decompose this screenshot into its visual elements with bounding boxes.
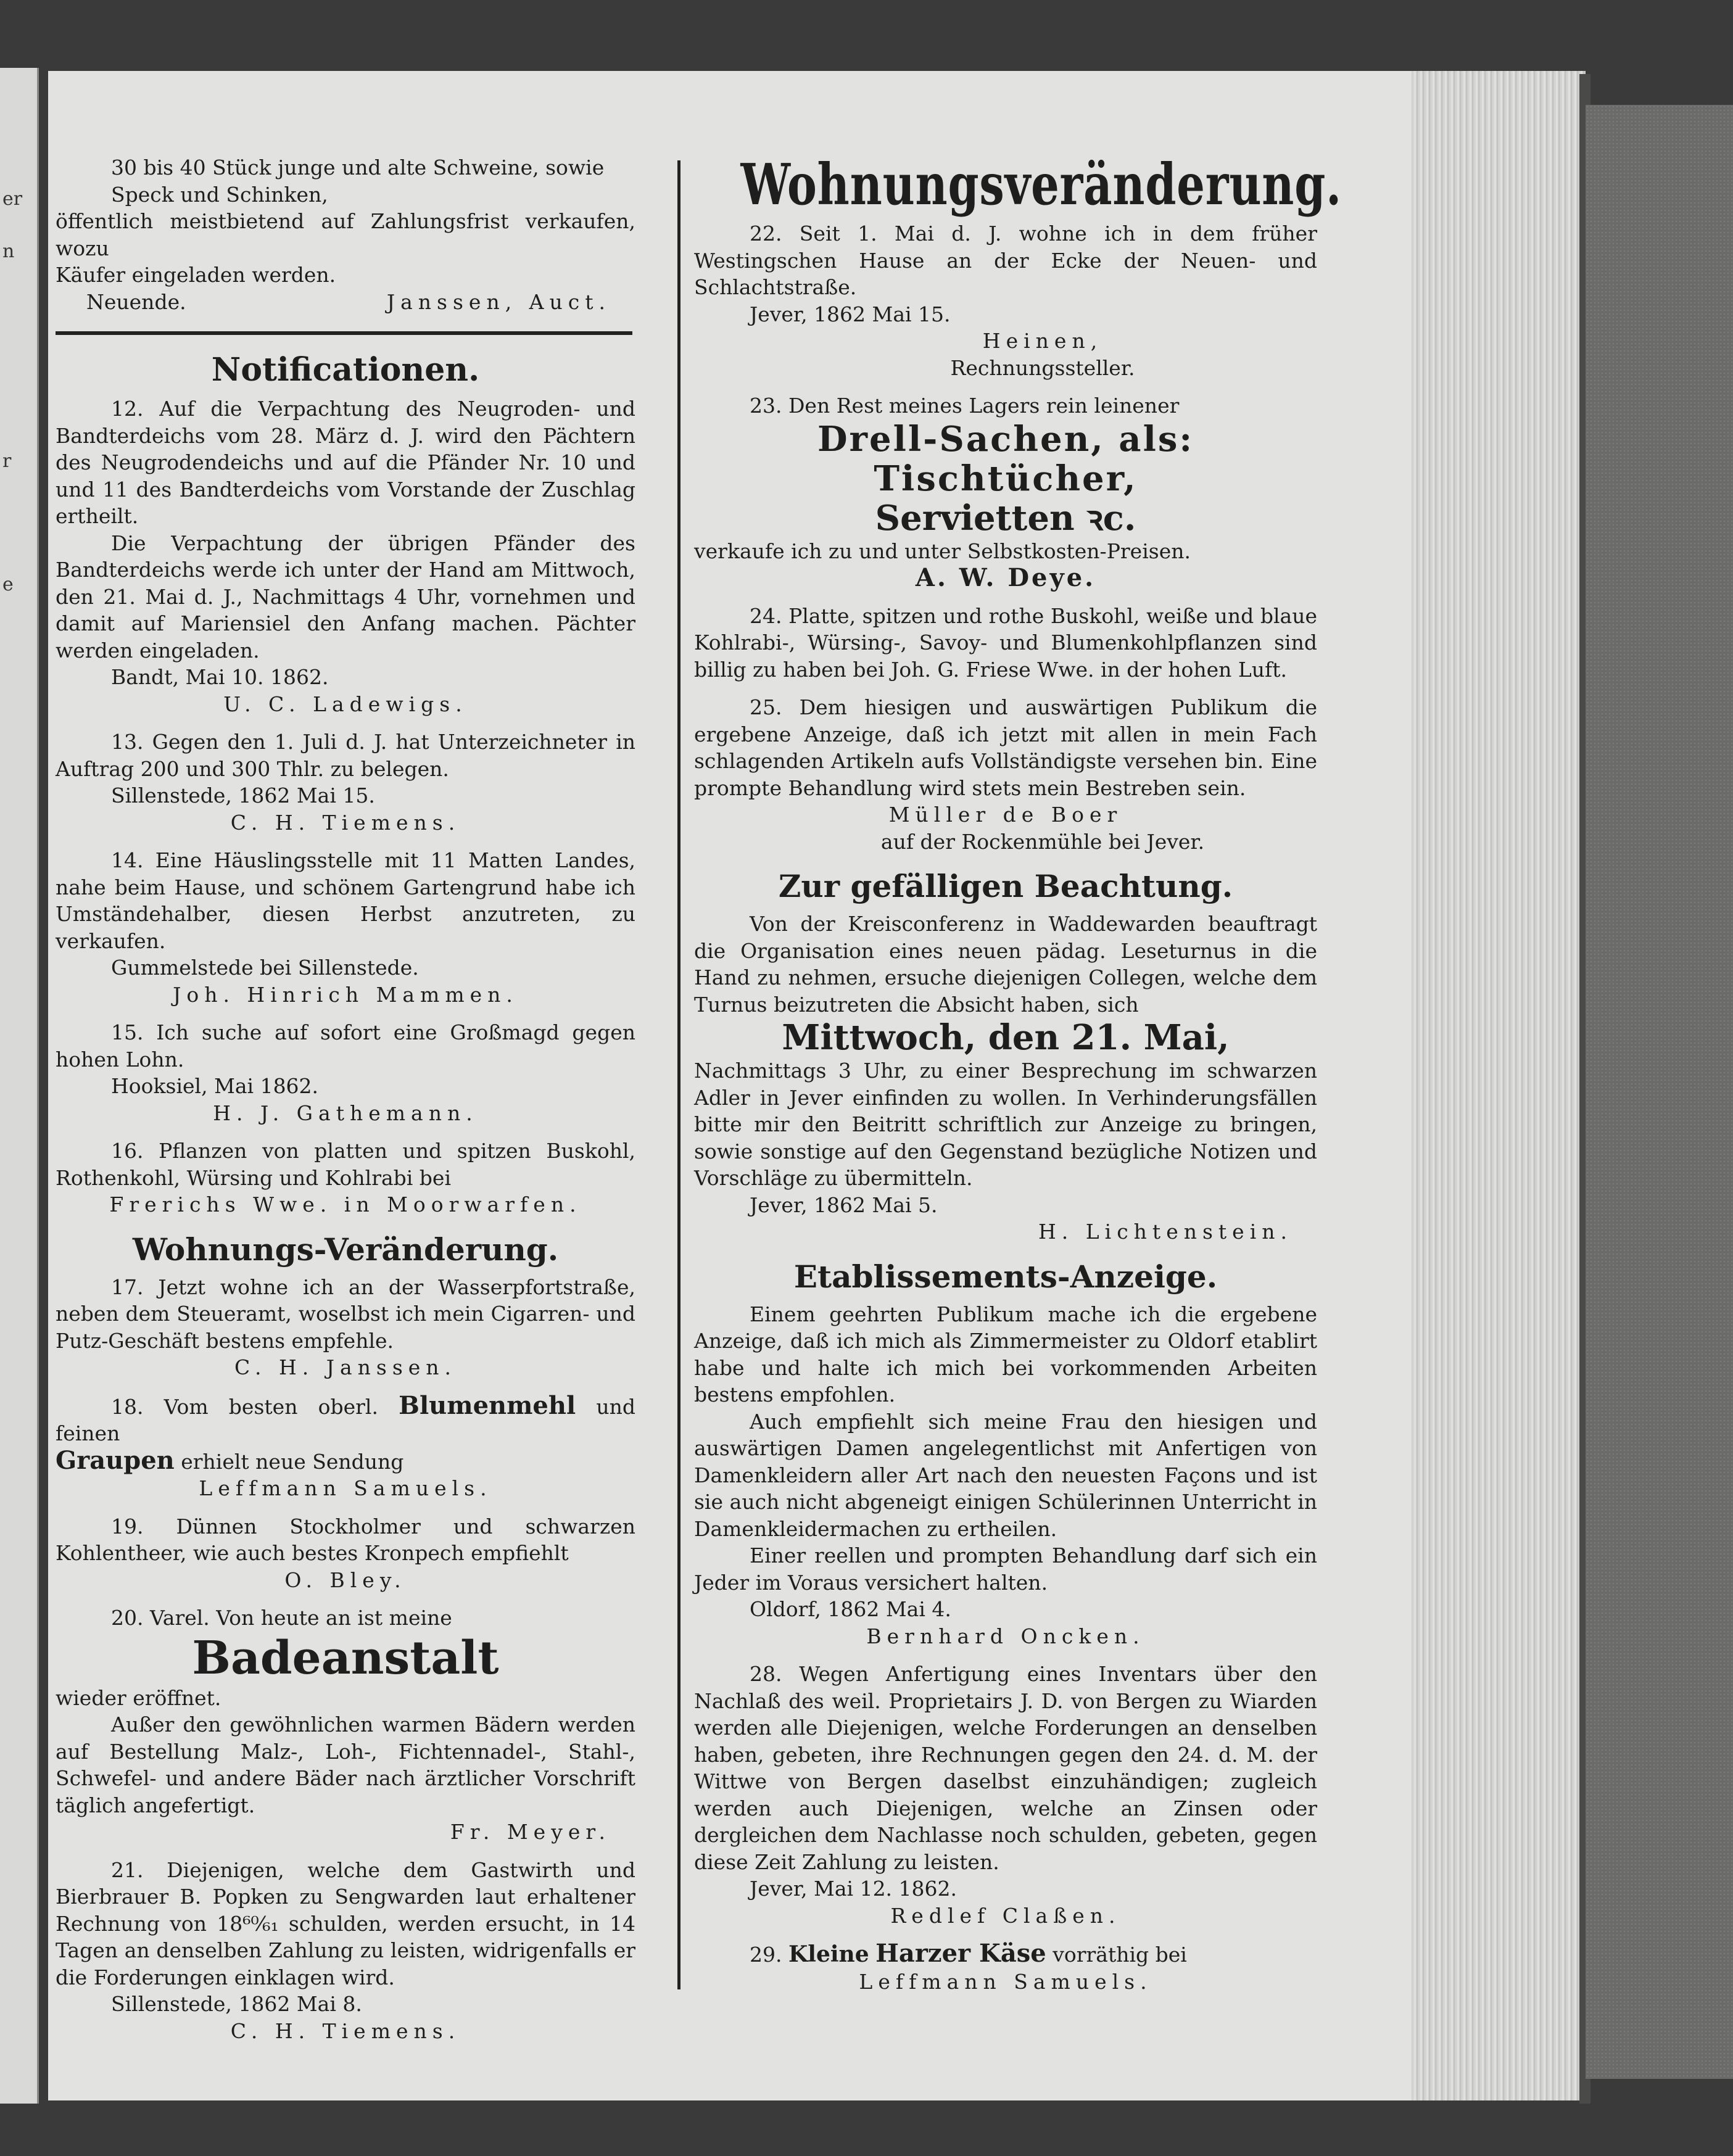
notice-12: 12. Auf die Verpachtung des Neugroden- und Bandterdeichs vom 28. März d. J. wird den Pächtern des Neugrodendeichs und auf die Pfänder Nr. 10 und und 11 des Bandterdeichs vom Vorstande der Zuschlag ertheilt.	[56, 397, 635, 528]
notice-15: 15. Ich suche auf sofort eine Großmagd gegen hohen Lohn.	[56, 1020, 635, 1072]
product-name: Graupen	[56, 1445, 175, 1475]
notice-21: 21. Diejenigen, welche dem Gastwirth und Bierbrauer B. Popken zu Sengwarden laut erhaltener Rechnung von 18⁶⁰⁄₆₁ schulden, werden ersucht, in 14 Tagen an denselben Zahlung zu leisten, widrigenfalls er die Forderungen einklagen wird.	[56, 1857, 635, 1989]
notice-27-text: Auch empfiehlt sich meine Frau den hiesigen und auswärtigen Damen angelegentlichst mit Anfertigen von Damenkleidern aller Art nach den neuesten Façons und ist sie auch nicht abgeneigt einigen Schülerinnen Unterricht in Damenkleidermachen zu ertheilen.	[694, 1409, 1317, 1541]
notice-24: 24. Platte, spitzen und rothe Buskohl, weiße und blaue Kohlrabi-, Würsing-, Savoy- und Blumenkohlpflanzen sind billig zu haben bei Joh. G. Friese Wwe. in der hohen Luft.	[694, 603, 1317, 682]
place-date: Gummelstede bei Sillenstede.	[111, 956, 419, 980]
sliver-text: r	[2, 450, 12, 472]
signature: C. H. Janssen.	[234, 1355, 457, 1379]
signature: Frerichs Wwe. in Moorwarfen.	[109, 1192, 582, 1216]
notice-18: 18. Vom besten oberl. Blumenmehl und feinen	[56, 1390, 635, 1445]
notice-13: 13. Gegen den 1. Juli d. J. hat Unterzeichneter in Auftrag 200 und 300 Thlr. zu belegen.	[56, 730, 635, 781]
place-date: Oldorf, 1862 Mai 4.	[750, 1597, 951, 1621]
place-date: Bandt, Mai 10. 1862.	[111, 665, 329, 689]
notice-14: 14. Eine Häuslingsstelle mit 11 Matten Landes, nahe beim Hause, und schönem Gartengrund habe ich Umständehalber, diesen Herbst anzutreten, zu verkaufen.	[56, 848, 635, 953]
ad-heading: Servietten ꝛc.	[875, 497, 1136, 539]
signature: Janssen, Auct.	[386, 289, 611, 314]
ad-heading: Mittwoch, den 21. Mai,	[782, 1017, 1230, 1058]
section-heading: Notificationen.	[211, 351, 480, 389]
place-date: Jever, 1862 Mai 5.	[750, 1192, 938, 1217]
book-cover	[1586, 105, 1733, 2079]
notice-17: 17. Jetzt wohne ich an der Wasserpfortstraße, neben dem Steueramt, woselbst ich mein Cigarren- und Putz-Geschäft bestens empfehle.	[56, 1274, 635, 1353]
notice-20-text: wieder eröffnet.	[56, 1685, 221, 1710]
signature: Fr. Meyer.	[450, 1820, 611, 1844]
notice-20-text: Außer den gewöhnlichen warmen Bädern werden auf Bestellung Malz-, Loh-, Fichtennadel-, Stahl-, Schwefel- und andere Bäder nach ärztlicher Vorschrift täglich angefertigt.	[56, 1712, 635, 1817]
place-date: Sillenstede, 1862 Mai 15.	[111, 783, 375, 807]
place-date: Hooksiel, Mai 1862.	[111, 1074, 319, 1098]
section-heading: Etablissements-Anzeige.	[793, 1258, 1218, 1295]
signature: Bernhard Oncken.	[866, 1624, 1145, 1648]
notice-18-cont: Graupen erhielt neue Sendung	[56, 1445, 404, 1475]
notice-23-text: verkaufe ich zu und unter Selbstkosten-Preisen.	[694, 539, 1191, 563]
signature: Heinen,	[982, 329, 1103, 353]
place-date: Jever, 1862 Mai 15.	[750, 302, 951, 326]
place: Neuende.	[86, 289, 186, 314]
signature: Leffmann Samuels.	[859, 1969, 1152, 1994]
right-column	[694, 139, 1342, 1995]
section-heading: Zur gefälligen Beachtung.	[778, 868, 1233, 904]
notice-29: 29. Kleine Harzer Käse vorräthig bei	[750, 1939, 1187, 1968]
intro-line: Käufer eingeladen werden.	[56, 263, 336, 287]
notice-26: Von der Kreisconferenz in Waddewarden beauftragt die Organisation eines neuen pädag. Leseturnus in die Hand zu nehmen, ersuche diejenigen Collegen, welche dem Turnus beizutreten die Absicht haben, sich	[694, 912, 1317, 1017]
main-heading: Wohnungsveränderung.	[740, 151, 1342, 218]
signature: H. Lichtenstein.	[1038, 1220, 1293, 1244]
column-divider	[677, 160, 680, 1989]
ad-heading: Badeanstalt	[192, 1631, 499, 1685]
signature: O. Bley.	[284, 1567, 407, 1592]
sliver-text: e	[2, 574, 14, 595]
intro-line: öffentlich meistbietend auf Zahlungsfrist verkaufen, wozu	[56, 209, 635, 260]
place-date: Jever, Mai 12. 1862.	[750, 1877, 957, 1901]
signature: Joh. Hinrich Mammen.	[173, 982, 518, 1007]
section-heading: Wohnungs-Veränderung.	[132, 1231, 559, 1268]
notice-27: Einem geehrten Publikum mache ich die ergebene Anzeige, daß ich mich als Zimmermeister zu Oldorf etablirt habe und halte ich mich bei vorkommenden Arbeiten bestens empfohlen.	[694, 1302, 1317, 1406]
intro-line: Speck und Schinken,	[111, 182, 328, 207]
ad-heading: Drell-Sachen, als: Tischtücher,	[817, 418, 1194, 499]
book-page-edges	[1400, 71, 1586, 2100]
sliver-text: n	[2, 241, 15, 262]
notice-26-text: Nachmittags 3 Uhr, zu einer Besprechung im schwarzen Adler in Jever einfinden zu wollen. In Verhinderungsfällen bitte mir den Beitritt schriftlich zur Anzeige zu bringen, sowie sonstige auf den Gegenstand bezügliche Notizen und Vorschläge zu übermitteln.	[694, 1059, 1317, 1190]
notice-25: 25. Dem hiesigen und auswärtigen Publikum die ergebene Anzeige, daß ich jetzt mit allen in mein Fach schlagenden Artikeln aufs Vollständigste versehen bin. Eine prompte Behandlung wird stets mein Bestreben sein.	[694, 695, 1317, 800]
signature-title: Rechnungssteller.	[950, 355, 1135, 380]
signature: C. H. Tiemens.	[230, 810, 461, 835]
signature-location: auf der Rockenmühle bei Jever.	[880, 829, 1205, 854]
intro-place-sig	[56, 289, 635, 316]
notice-19: 19. Dünnen Stockholmer und schwarzen Kohlentheer, wie auch bestes Kronpech empfiehlt	[56, 1514, 635, 1565]
signature: H. J. Gathemann.	[213, 1101, 478, 1125]
notice-20: 20. Varel. Von heute an ist meine	[111, 1606, 452, 1630]
notice-22: 22. Seit 1. Mai d. J. wohne ich in dem früher Westingschen Hause an der Ecke der Neuen- und Schlachtstraße.	[694, 221, 1317, 299]
signature: Müller de Boer	[888, 803, 1123, 827]
section-rule	[56, 331, 632, 335]
intro-line: 30 bis 40 Stück junge und alte Schweine, sowie	[111, 155, 605, 180]
place-date: Sillenstede, 1862 Mai 8.	[111, 1992, 362, 2016]
product-name: Blumenmehl	[399, 1390, 576, 1420]
notice-28: 28. Wegen Anfertigung eines Inventars über den Nachlaß des weil. Proprietairs J. D. von Bergen zu Wiarden werden alle Diejenigen, welche Forderungen an denselben haben, gebeten, ihre Rechnungen gegen den 24. d. M. der Wittwe von Bergen daselbst einzuhändigen; zugleich werden auch Diejenigen, welche an Zinsen oder dergleichen dem Nachlasse noch schulden, gebeten, gegen diese Zeit Zahlung zu leisten.	[694, 1662, 1317, 1874]
signature: U. C. Ladewigs.	[223, 692, 468, 716]
notice-27-text: Einer reellen und prompten Behandlung darf sich ein Jeder im Voraus versichert halten.	[694, 1543, 1317, 1595]
notice-12-text: Die Verpachtung der übrigen Pfänder des Bandterdeichs werde ich unter der Hand am Mittwoch, den 21. Mai d. J., Nachmittags 4 Uhr, vornehmen und damit auf Mariensiel den Anfang machen. Pächter werden eingeladen.	[56, 531, 635, 663]
signature: Leffmann Samuels.	[199, 1476, 492, 1500]
signature: C. H. Tiemens.	[230, 2018, 461, 2043]
signature: Redlef Claßen.	[890, 1903, 1121, 1928]
previous-page-edge	[0, 68, 39, 2104]
product-name: Harzer Käse	[875, 1939, 1046, 1968]
sliver-text: er	[2, 188, 23, 210]
notice-16: 16. Pflanzen von platten und spitzen Buskohl, Rothenkohl, Würsing und Kohlrabi bei	[56, 1139, 635, 1190]
left-column	[56, 154, 635, 2044]
signature: A. W. Deye.	[915, 563, 1096, 592]
notice-23: 23. Den Rest meines Lagers rein leinener	[750, 394, 1180, 418]
